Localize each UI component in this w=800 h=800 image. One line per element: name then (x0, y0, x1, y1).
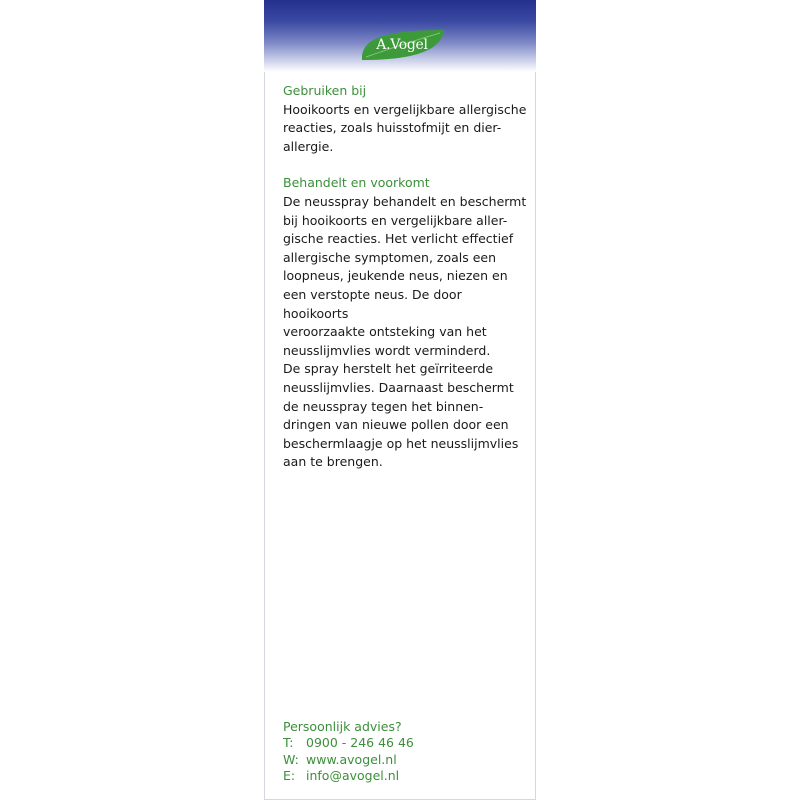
contact-email (283, 768, 528, 784)
contact-label: T: (283, 735, 294, 751)
section-treatment (283, 174, 528, 472)
website-url: www.avogel.nl (306, 751, 397, 767)
logo-text: A.Vogel (376, 37, 428, 53)
section-text: De neusspray behandelt en beschermt bij hooikoorts en vergelijkbare aller- gische reacties. Het verlicht effectief allergische symptomen, zoals een loopneus, jeukende neus, niezen en een verstopte neus. De door hooikoorts veroorzaakte ontsteking van het neusslijmvlies wordt verminderd. De spray herstelt het geïrriteerde neusslijmvlies. Daarnaast beschermt de neusspray tegen het binnen- dringen van nieuwe pollen door een beschermlaagje op het neusslijmvlies aan te brengen. (283, 193, 527, 470)
contact-website (283, 752, 528, 768)
section-heading: Behandelt en voorkomt (283, 175, 430, 191)
contact-label: E: (283, 768, 296, 784)
avogel-logo (356, 26, 448, 64)
section-text: Hooikoorts en vergelijkbare allergische reacties, zoals huisstofmijt en dier- allergie. (283, 101, 527, 154)
section-usage (283, 82, 528, 156)
contact-label: W: (283, 751, 299, 767)
contact-heading: Persoonlijk advies? (283, 719, 402, 734)
section-heading: Gebruiken bij (283, 83, 367, 98)
email-address: info@avogel.nl (306, 768, 400, 784)
product-info (283, 82, 528, 472)
contact-block (283, 719, 528, 785)
phone-number: 0900 - 246 46 46 (306, 735, 414, 751)
contact-phone (283, 735, 528, 751)
